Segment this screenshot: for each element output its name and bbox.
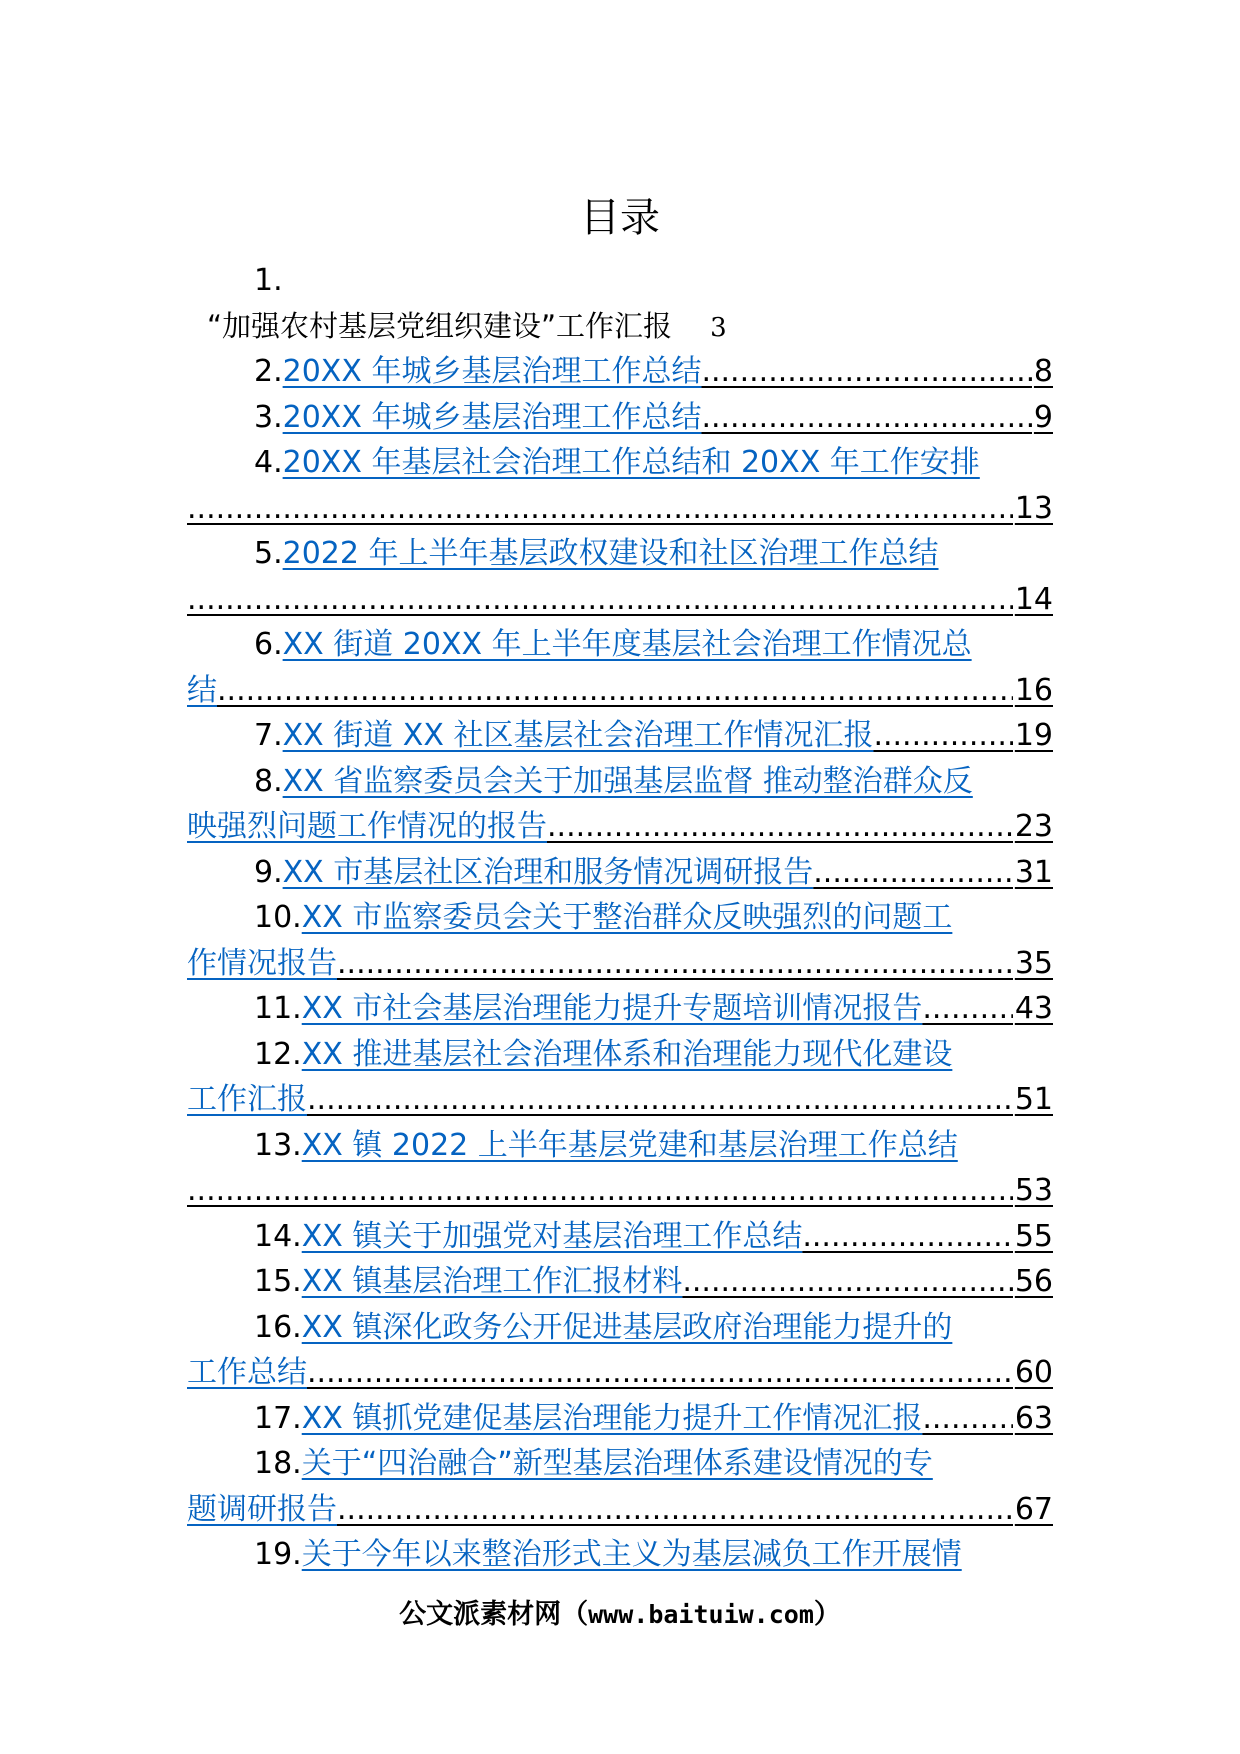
toc-entry-17[interactable] <box>187 1396 1053 1442</box>
toc-entry-15[interactable] <box>187 1259 1053 1305</box>
toc-entry-link[interactable]: XX 市监察委员会关于整治群众反映强烈的问题工 <box>301 900 953 935</box>
dot-leader <box>701 395 1031 441</box>
dot-leader <box>701 349 1031 395</box>
toc-entry-link-continued[interactable]: 工作总结 <box>187 1355 307 1390</box>
dot-leader <box>307 1077 1013 1123</box>
toc-entry-18[interactable] <box>187 1441 1053 1487</box>
toc-entry-8-continued[interactable] <box>187 804 1053 850</box>
dot-leader <box>187 1168 1013 1214</box>
toc-entry-page: 60 <box>1014 1355 1053 1390</box>
toc-entry-number: 12. <box>254 1036 302 1072</box>
table-of-contents <box>187 258 1053 1578</box>
toc-entry-link-continued[interactable]: 结 <box>187 672 217 708</box>
toc-entry-page: 14 <box>1014 581 1053 617</box>
toc-entry-number: 19. <box>254 1537 302 1572</box>
toc-entry-link[interactable]: XX 省监察委员会关于加强基层监督 推动整治群众反 <box>282 763 973 799</box>
toc-entry-number: 15. <box>254 1264 302 1299</box>
toc-entry-page: 53 <box>1014 1173 1053 1208</box>
toc-entry-16[interactable] <box>187 1305 1053 1351</box>
toc-entry-number: 18. <box>254 1446 302 1481</box>
toc-entry-page: 67 <box>1014 1491 1053 1527</box>
toc-entry-link[interactable]: XX 市基层社区治理和服务情况调研报告 <box>282 854 814 890</box>
toc-entry-link[interactable]: 20XX 年城乡基层治理工作总结 <box>282 399 702 435</box>
toc-entry-link[interactable]: XX 镇关于加强党对基层治理工作总结 <box>301 1218 803 1254</box>
toc-entry-1-page: 3 <box>710 312 727 343</box>
toc-entry-link-continued[interactable]: 工作汇报 <box>187 1082 307 1117</box>
toc-entry-link[interactable]: 2022 年上半年基层政权建设和社区治理工作总结 <box>282 536 939 571</box>
toc-entry-page: 63 <box>1014 1400 1053 1436</box>
toc-entry-link[interactable]: XX 街道 20XX 年上半年度基层社会治理工作情况总 <box>282 627 972 662</box>
dot-leader <box>337 941 1013 987</box>
toc-entry-link[interactable]: XX 镇抓党建促基层治理能力提升工作情况汇报 <box>301 1400 923 1436</box>
toc-entry-13-leader-line <box>187 1168 1053 1214</box>
footer-suffix: ） <box>813 1599 841 1630</box>
toc-entry-7[interactable] <box>187 713 1053 759</box>
toc-entry-1[interactable] <box>187 304 1053 350</box>
toc-entry-page: 35 <box>1014 945 1053 981</box>
dot-leader <box>187 577 1013 623</box>
page-footer <box>0 1597 1240 1633</box>
page-title: 目录 <box>580 195 660 241</box>
toc-entry-1-text: “加强农村基层党组织建设”工作汇报 <box>207 308 673 343</box>
toc-entry-link-continued[interactable]: 题调研报告 <box>187 1491 337 1527</box>
toc-entry-1-number: 1. <box>254 263 283 298</box>
toc-entry-number: 3. <box>254 399 283 435</box>
toc-entry-number: 17. <box>254 1400 302 1436</box>
toc-entry-number: 13. <box>254 1127 302 1163</box>
toc-entry-page: 8 <box>1033 354 1053 389</box>
toc-entry-9[interactable] <box>187 850 1053 896</box>
toc-entry-3[interactable] <box>187 395 1053 441</box>
dot-leader <box>547 804 1013 850</box>
toc-entry-page: 51 <box>1014 1082 1053 1117</box>
toc-entry-page: 43 <box>1014 991 1053 1026</box>
toc-entry-link-continued[interactable]: 作情况报告 <box>187 945 337 981</box>
toc-entry-12-continued[interactable] <box>187 1077 1053 1123</box>
dot-leader <box>873 713 1012 759</box>
footer-site-name: 公文派素材网（ <box>399 1599 589 1630</box>
toc-entry-page: 19 <box>1014 718 1053 753</box>
dot-leader <box>217 668 1013 714</box>
toc-entry-link-continued[interactable]: 映强烈问题工作情况的报告 <box>187 809 547 844</box>
toc-entry-8[interactable] <box>187 759 1053 805</box>
dot-leader <box>802 1214 1012 1260</box>
dot-leader <box>922 986 1012 1032</box>
toc-entry-number: 16. <box>254 1309 302 1345</box>
toc-entry-12[interactable] <box>187 1032 1053 1078</box>
toc-entry-13[interactable] <box>187 1123 1053 1169</box>
toc-entry-18-continued[interactable] <box>187 1487 1053 1533</box>
toc-entry-number: 9. <box>254 854 283 890</box>
toc-entry-14[interactable] <box>187 1214 1053 1260</box>
toc-entry-link[interactable]: XX 推进基层社会治理体系和治理能力现代化建设 <box>301 1036 953 1072</box>
toc-entry-page: 56 <box>1014 1264 1053 1299</box>
dot-leader <box>187 486 1013 532</box>
toc-entry-10-continued[interactable] <box>187 941 1053 987</box>
toc-entry-number: 14. <box>254 1218 302 1254</box>
toc-entry-link[interactable]: XX 街道 XX 社区基层社会治理工作情况汇报 <box>282 718 874 753</box>
toc-entry-page: 31 <box>1014 854 1053 890</box>
dot-leader <box>682 1259 1012 1305</box>
toc-entry-number: 4. <box>254 445 283 480</box>
toc-entry-4[interactable] <box>187 440 1053 486</box>
toc-entry-number: 8. <box>254 763 283 799</box>
toc-entry-number: 5. <box>254 536 283 571</box>
toc-entry-11[interactable] <box>187 986 1053 1032</box>
toc-entry-page: 9 <box>1033 399 1053 435</box>
toc-entry-5[interactable] <box>187 531 1053 577</box>
toc-entry-page: 13 <box>1014 490 1053 526</box>
toc-entry-4-leader-line <box>187 486 1053 532</box>
toc-entry-link[interactable]: 关于今年以来整治形式主义为基层减负工作开展情 <box>301 1537 962 1572</box>
toc-entry-19[interactable] <box>187 1532 1053 1578</box>
dot-leader <box>307 1350 1013 1396</box>
toc-entry-number: 2. <box>254 354 283 389</box>
toc-entry-6[interactable] <box>187 622 1053 668</box>
toc-entry-page: 55 <box>1014 1218 1053 1254</box>
dot-leader <box>337 1487 1013 1533</box>
toc-entry-link[interactable]: 20XX 年基层社会治理工作总结和 20XX 年工作安排 <box>282 445 980 480</box>
toc-entry-link[interactable]: XX 镇基层治理工作汇报材料 <box>301 1264 683 1299</box>
dot-leader <box>922 1396 1012 1442</box>
dot-leader <box>813 850 1013 896</box>
toc-entry-link[interactable]: XX 市社会基层治理能力提升专题培训情况报告 <box>301 991 923 1026</box>
toc-entry-number: 11. <box>254 991 302 1026</box>
toc-entry-10[interactable] <box>187 895 1053 941</box>
footer-url[interactable]: www.baituiw.com <box>588 1600 814 1629</box>
toc-entry-link[interactable]: XX 镇 2022 上半年基层党建和基层治理工作总结 <box>301 1127 958 1163</box>
toc-entry-link[interactable]: 20XX 年城乡基层治理工作总结 <box>282 354 702 389</box>
toc-entry-number: 10. <box>254 900 302 935</box>
toc-entry-6-continued[interactable] <box>187 668 1053 714</box>
toc-entry-link[interactable]: 关于“四治融合”新型基层治理体系建设情况的专 <box>301 1446 933 1481</box>
toc-entry-number: 7. <box>254 718 283 753</box>
toc-entry-number: 6. <box>254 627 283 662</box>
toc-entry-link[interactable]: XX 镇深化政务公开促进基层政府治理能力提升的 <box>301 1309 953 1345</box>
toc-entry-page: 23 <box>1014 809 1053 844</box>
toc-entry-5-leader-line <box>187 577 1053 623</box>
toc-entry-16-continued[interactable] <box>187 1350 1053 1396</box>
toc-entry-page: 16 <box>1014 672 1053 708</box>
toc-entry-2[interactable] <box>187 349 1053 395</box>
